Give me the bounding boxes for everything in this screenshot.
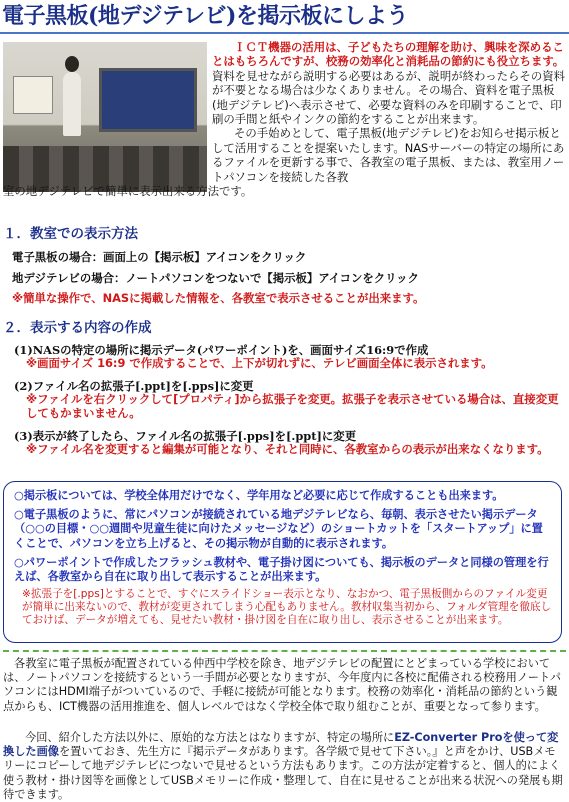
section-divider [3,650,566,652]
step-1-note: ※画面サイズ 16:9 で作成することで、上下が切れずに、テレビ画面全体に表示されます。 [26,356,493,370]
section-2-heading: ２．表示する内容の作成 [3,320,152,336]
section-1-heading: １．教室での表示方法 [3,226,138,242]
section-1-note: ※簡単な操作で、NASに掲載した情報を、各教室で表示させることが出来ます。 [12,291,425,305]
intro-lead: ＩＣＴ機器の活用は、子どもたちの理解を助け、興味を深めることはもちろんですが、校務の効率化と消耗品の節約にも役立ちます。 [212,40,565,69]
step-3: (3)表示が終了したら、ファイル名の拡張子[.pps]を[.ppt]に変更 [14,429,357,443]
tip-bulletin-scope: ○掲示板については、学校全体用だけでなく、学年用など必要に応じて作成することも出来ます。 [14,489,504,502]
footer-paragraph-2: 今回、紹介した方法以外に、原始的な方法とはなりますが、特定の場所にEZ-Converter Proを使って変換した画像を置いておき、先生方に『掲示データがあります。各学級で見せて下さい。』と声をかけ、USBメモリーにコピーして地デジテレビにつないで見せるという方法もあります。この方法が定着すると、個人的によく使う教材・掛け図等を画像としてUSBメモリーに作成・整理して、自在に見せることが出来る状況への発展も期待できます。 [3,731,563,801]
footer-paragraph-1: 各教室に電子黒板が配置されている仲西中学校を除き、地デジテレビの配置にとどまっている学校においては、ノートパソコンを接続するという一手間が必要となりますが、今年度内に各校に配備される校務用ノートパソコンにはHDMI端子がついているので、手軽に接続が可能となります。校務の効率化・消耗品の節約という観点からも、ICT機器の活用推進を、個人レベルではなく学校全体で取り組むことが、重要となって参ります。 [3,657,562,713]
step-1: (1)NASの特定の場所に掲示データ(パワーポイント)を、画面サイズ16:9で作成 [14,343,429,357]
tip-startup-shortcut: ○電子黒板のように、常にパソコンが接続されている地デジテレビなら、毎朝、表示させたい掲示データ（○○の目標・○○週間や児童生徒に向けたメッセージなど）のショートカットを「スタートアップ」に置くことで、パソコンを立ち上げると、その掲示物が自動的に表示されます。 [14,508,543,550]
tip-flash-materials: ○パワーポイントで作成したフラッシュ教材や、電子掛け図についても、掲示板のデータと同様の管理を行えば、各教室から自在に取り出して表示することが出来ます。 [14,556,549,584]
step-2-note: ※ファイルを右クリックして[プロパティ]から拡張子を変更。拡張子を表示させている場合は、直接変更してもかまいません。 [26,392,559,421]
page-title: 電子黒板(地デジテレビ)を掲示板にしよう [2,3,408,29]
method-digital-tv: 地デジテレビの場合：ノートパソコンをつないで【掲示板】アイコンをクリック [12,271,419,285]
step-3-note: ※ファイル名を変更すると編集が可能となり、それと同時に、各教室からの表示が出来なくなります。 [26,442,549,456]
title-underline [0,32,569,34]
intro-text-continued: 室の地デジテレビで簡単に表示出来る方法です。 [3,184,253,198]
method-electronic-board: 電子黒板の場合：画面上の【掲示板】アイコンをクリック [12,250,307,264]
tip-pps-note: ※拡張子を[.pps]とすることで、すぐにスライドショー表示となり、なおかつ、電子黒板側からのファイル変更が簡単に出来ないので、教材が変更されてしまう心配もありません。教材収集当初から、フォルダ管理を徹底しておけば、データが増えても、見せたい教材・掛け図を自在に取り出し、表示させることが出来ます。 [22,588,552,626]
step-2: (2)ファイル名の拡張子[.ppt]を[.pps]に変更 [14,379,254,393]
ez-converter-highlight: EZ-Converter Proを使って変換した画像 [3,731,559,759]
classroom-photo [3,42,207,192]
intro-body-2: その手始めとして、電子黒板(地デジテレビ)をお知らせ掲示板として活用することを提案いたします。NASサーバーの特定の場所にあるファイルを更新する事で、各教室の電子黒板、または、教室用ノートパソコンを接続した各教 [212,126,565,184]
tips-box [3,481,562,643]
intro-text [212,40,567,184]
intro-body: 資料を見せながら説明する必要はあるが、説明が終わったらその資料が不要となる場合は少なくありません。その場合、資料を電子黒板(地デジテレビ)へ表示させて、必要な資料のみを印刷することで、印刷の手間と紙やインクの節約をすることが出来ます。 [212,68,565,127]
